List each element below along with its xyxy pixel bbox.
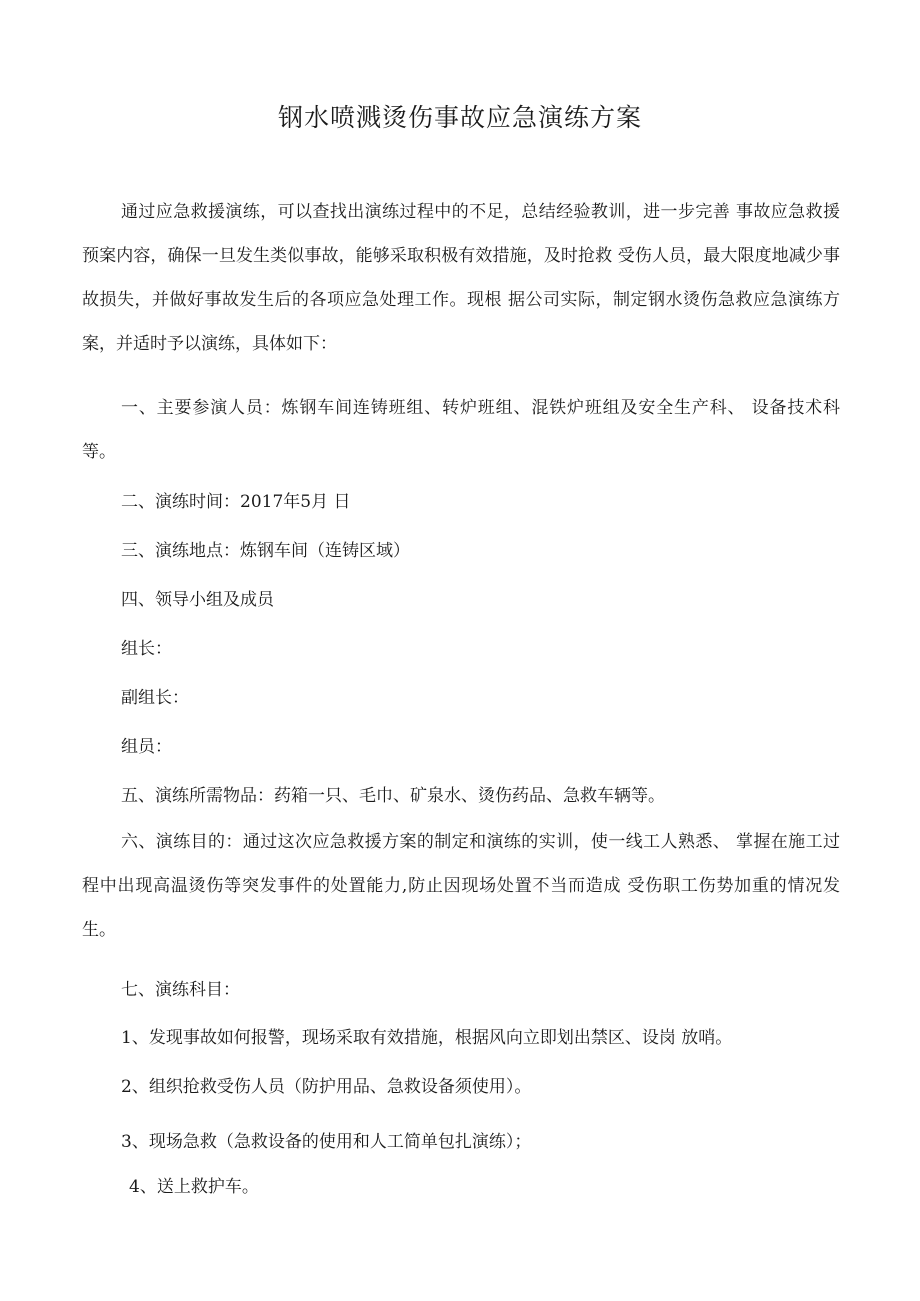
intro-paragraph: 通过应急救援演练，可以查找出演练过程中的不足，总结经验教训，进一步完善 事故应急救援预案内容，确保一旦发生类似事故，能够采取积极有效措施，及时抢救 受伤人员，最大限度地减少事故损失，并做好事故发生后的各项应急处理工作。现根 据公司实际，制定钢水烫伤急救应急演练方案，并适时予以演练，具体如下： xyxy=(82,202,840,354)
section-purpose: 六、演练目的：通过这次应急救援方案的制定和演练的实训，使一线工人熟悉、 掌握在施工过程中出现高温烫伤等突发事件的处置能力,防止因现场处置不当而造成 受伤职工伤势加重的情况发生。 xyxy=(82,832,840,940)
section-leadership: 四、领导小组及成员 xyxy=(121,590,274,610)
subject-item: 3、现场急救（急救设备的使用和人工简单包扎演练）； xyxy=(121,1132,532,1152)
members-label: 组员： xyxy=(121,737,172,757)
leader-label: 组长： xyxy=(121,639,172,659)
document-title: 钢水喷溅烫伤事故应急演练方案 xyxy=(277,103,642,132)
section-time: 二、演练时间：2017年5月 日 xyxy=(121,492,351,512)
section-supplies: 五、演练所需物品：药箱一只、毛巾、矿泉水、烫伤药品、急救车辆等。 xyxy=(121,786,665,806)
subject-item: 4、送上救护车。 xyxy=(129,1177,259,1197)
subject-item: 1、发现事故如何报警，现场采取有效措施，根据风向立即划出禁区、设岗 放哨。 xyxy=(121,1028,733,1048)
section-participants: 一、主要参演人员：炼钢车间连铸班组、转炉班组、混铁炉班组及安全生产科、 设备技术科等。 xyxy=(82,398,840,462)
section-location: 三、演练地点：炼钢车间（连铸区域） xyxy=(121,541,410,561)
subject-item: 2、组织抢救受伤人员（防护用品、急救设备须使用）。 xyxy=(121,1077,532,1097)
deputy-leader-label: 副组长： xyxy=(121,688,189,708)
section-subjects: 七、演练科目： xyxy=(121,980,240,1000)
